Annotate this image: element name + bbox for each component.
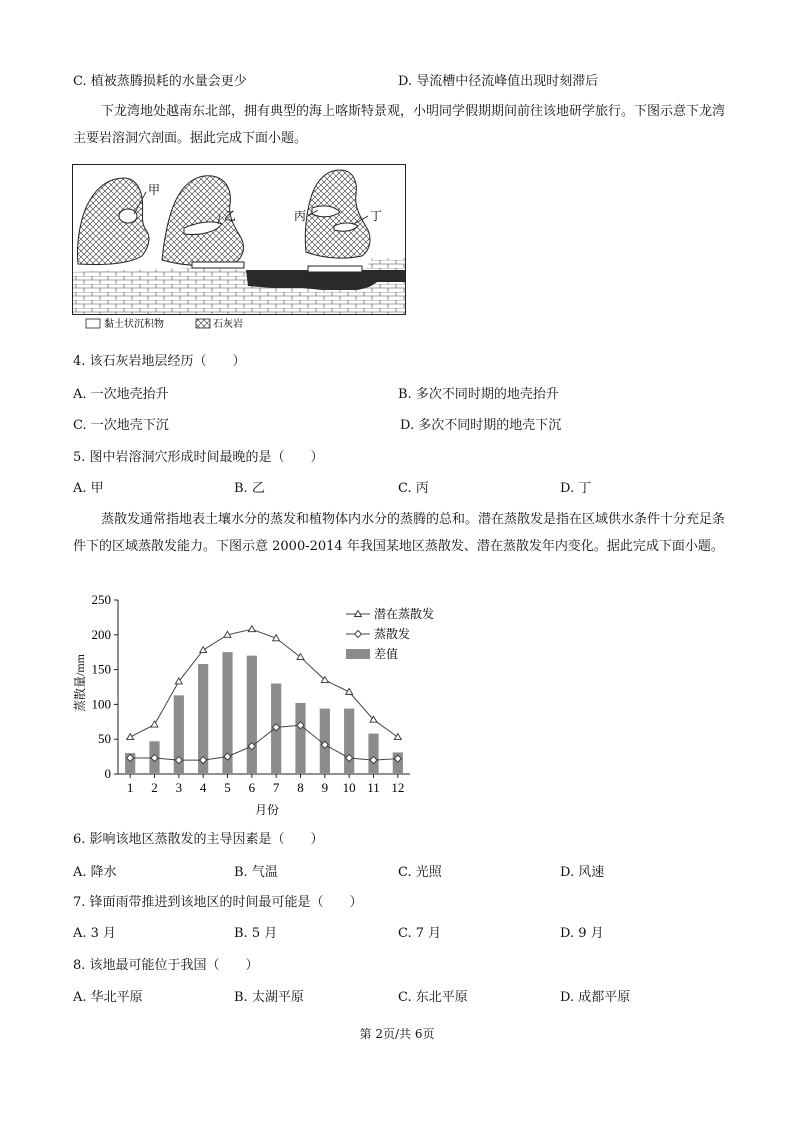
q8-option-b[interactable]: B. 太湖平原 xyxy=(234,990,304,1005)
q5-option-a[interactable]: A. 甲 xyxy=(73,481,104,496)
q7-option-a[interactable]: A. 3 月 xyxy=(73,926,117,941)
x-tick-label: 4 xyxy=(199,780,207,795)
point-potential xyxy=(248,626,255,632)
x-tick-label: 12 xyxy=(391,780,405,795)
q8-stem: 8. 该地最可能位于我国（ ） xyxy=(73,958,259,973)
point-potential xyxy=(346,688,353,694)
q4-option-a[interactable]: A. 一次地壳抬升 xyxy=(73,387,169,402)
q5-option-d[interactable]: D. 丁 xyxy=(560,481,592,496)
point-potential xyxy=(151,721,158,727)
legend-diff-label: 差值 xyxy=(374,647,399,661)
q6-option-c[interactable]: C. 光照 xyxy=(398,865,442,880)
option-prev-c: C. 植被蒸腾损耗的水量会更少 xyxy=(73,74,247,89)
x-tick-label: 2 xyxy=(151,780,158,795)
intro-paragraph-2: 蒸散发通常指地表土壤水分的蒸发和植物体内水分的蒸腾的总和。潜在蒸散发是指在区域供水条件十分充足条件下的区域蒸散发能力。下图示意 2000-2014 年我国某地区蒸散发、潜在蒸散发年内变化。据此完成下面小题。 xyxy=(73,512,726,554)
y-tick-label: 100 xyxy=(91,696,111,712)
line-potential-evapotranspiration xyxy=(130,629,398,737)
q6-stem: 6. 影响该地区蒸散发的主导因素是（ ） xyxy=(73,832,324,847)
x-tick-label: 3 xyxy=(175,780,183,795)
legend-limestone-swatch xyxy=(196,319,210,328)
page-footer: 第 2页/共 6页 xyxy=(359,1027,435,1041)
q6-option-b[interactable]: B. 气温 xyxy=(234,865,278,880)
bar-difference xyxy=(344,709,354,774)
x-tick-label: 6 xyxy=(248,780,256,795)
legend-diff-swatch xyxy=(346,649,370,659)
q8-option-a[interactable]: A. 华北平原 xyxy=(73,990,143,1005)
y-tick-label: 200 xyxy=(91,626,111,642)
q6-option-d[interactable]: D. 风速 xyxy=(560,865,605,880)
q4-option-b[interactable]: B. 多次不同时期的地壳抬升 xyxy=(398,387,559,402)
y-tick-label: 50 xyxy=(98,731,111,747)
chart-xlabel: 月份 xyxy=(254,803,280,817)
evapotranspiration-chart xyxy=(70,588,450,820)
y-tick-label: 250 xyxy=(91,592,111,607)
intro-paragraph-1: 下龙湾地处越南东北部，拥有典型的海上喀斯特景观，小明同学假期期间前往该地研学旅行。下图示意下龙湾主要岩溶洞穴剖面。据此完成下面小题。 xyxy=(73,104,726,146)
point-potential xyxy=(297,654,304,660)
q7-stem: 7. 锋面雨带推进到该地区的时间最可能是（ ） xyxy=(73,895,363,910)
label-yi: 乙 xyxy=(224,209,237,223)
line-evapotranspiration xyxy=(130,725,398,760)
legend-clay-label: 黏土状沉积物 xyxy=(104,319,164,330)
option-prev-d: D. 导流槽中径流峰值出现时刻滞后 xyxy=(398,74,599,89)
q5-option-b[interactable]: B. 乙 xyxy=(234,481,265,496)
q6-option-a[interactable]: A. 降水 xyxy=(73,865,117,880)
cave-cross-section-figure xyxy=(72,164,406,332)
legend-limestone-label: 石灰岩 xyxy=(213,319,243,330)
sediment-slab-right xyxy=(308,266,362,272)
q8-option-d[interactable]: D. 成都平原 xyxy=(560,990,631,1005)
x-tick-label: 10 xyxy=(342,780,356,795)
q5-option-c[interactable]: C. 丙 xyxy=(398,481,429,496)
bar-difference xyxy=(247,656,257,774)
chart-ylabel: 蒸散量/mm xyxy=(73,653,87,713)
legend-actual-label: 蒸散发 xyxy=(374,627,411,641)
bar-difference xyxy=(295,703,305,774)
cave-jia xyxy=(119,209,137,223)
point-potential xyxy=(127,734,134,740)
q4-stem: 4. 该石灰岩地层经历（ ） xyxy=(73,354,246,369)
y-tick-label: 0 xyxy=(104,766,111,781)
x-tick-label: 9 xyxy=(321,780,329,795)
point-potential xyxy=(200,647,207,653)
x-tick-label: 7 xyxy=(272,780,280,795)
bar-difference xyxy=(368,734,378,774)
legend-potential-label: 潜在蒸散发 xyxy=(374,607,435,621)
x-tick-label: 11 xyxy=(367,780,380,795)
q7-option-b[interactable]: B. 5 月 xyxy=(234,926,278,941)
x-tick-label: 5 xyxy=(224,780,231,795)
label-ding: 丁 xyxy=(370,209,383,223)
q4-option-d[interactable]: D. 多次不同时期的地壳下沉 xyxy=(400,418,562,433)
sediment-slab-middle xyxy=(192,262,244,268)
x-tick-label: 8 xyxy=(297,780,304,795)
q5-stem: 5. 图中岩溶洞穴形成时间最晚的是（ ） xyxy=(73,450,324,465)
legend-actual-marker xyxy=(355,631,362,638)
y-tick-label: 150 xyxy=(91,661,111,677)
label-bing: 丙 xyxy=(294,209,307,223)
legend-clay-swatch xyxy=(86,319,100,328)
q7-option-c[interactable]: C. 7 月 xyxy=(398,926,442,941)
point-potential xyxy=(394,734,401,740)
q7-option-d[interactable]: D. 9 月 xyxy=(560,926,604,941)
q4-option-c[interactable]: C. 一次地壳下沉 xyxy=(73,418,169,433)
label-jia: 甲 xyxy=(148,183,161,197)
x-tick-label: 1 xyxy=(126,780,134,795)
q8-option-c[interactable]: C. 东北平原 xyxy=(398,990,468,1005)
